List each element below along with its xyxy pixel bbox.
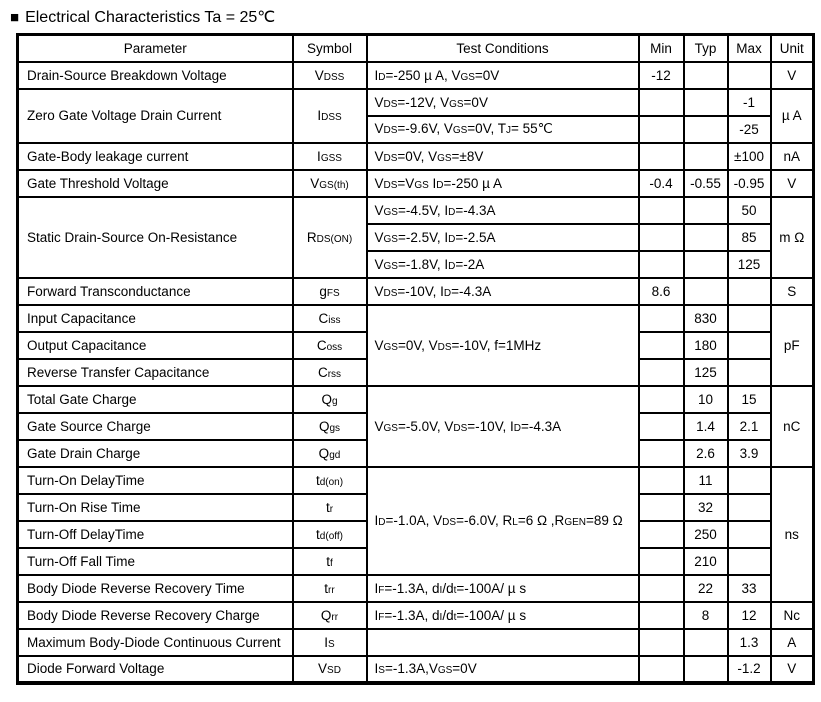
cell-min	[639, 116, 684, 143]
cell-max: 33	[728, 575, 771, 602]
cell-typ: 11	[684, 467, 728, 494]
cell-typ	[684, 143, 728, 170]
cell-max: 125	[728, 251, 771, 278]
cell-typ	[684, 629, 728, 656]
cell-typ: 10	[684, 386, 728, 413]
cell-max: 85	[728, 224, 771, 251]
cell-conditions: ID=-1.0A, VDS=-6.0V, RL=6 Ω ,RGEN=89 Ω	[367, 467, 639, 575]
cell-unit: pF	[771, 305, 814, 386]
cell-min	[639, 224, 684, 251]
cell-parameter: Drain-Source Breakdown Voltage	[18, 62, 293, 89]
cell-parameter: Gate-Body leakage current	[18, 143, 293, 170]
header-conditions: Test Conditions	[367, 35, 639, 62]
cell-parameter: Turn-Off DelayTime	[18, 521, 293, 548]
table-row	[18, 170, 814, 197]
cell-typ: 8	[684, 602, 728, 629]
cell-symbol: td(off)	[293, 521, 367, 548]
cell-symbol: VDSS	[293, 62, 367, 89]
cell-max	[728, 332, 771, 359]
cell-symbol: Qgd	[293, 440, 367, 467]
cell-conditions: VGS=0V, VDS=-10V, f=1MHz	[367, 305, 639, 386]
cell-min	[639, 575, 684, 602]
cell-conditions	[367, 629, 639, 656]
cell-typ: 32	[684, 494, 728, 521]
cell-parameter: Gate Drain Charge	[18, 440, 293, 467]
cell-parameter: Turn-On Rise Time	[18, 494, 293, 521]
table-row	[18, 305, 814, 332]
cell-conditions: VGS=-5.0V, VDS=-10V, ID=-4.3A	[367, 386, 639, 467]
cell-min: 8.6	[639, 278, 684, 305]
cell-symbol: VSD	[293, 656, 367, 683]
cell-parameter: Maximum Body-Diode Continuous Current	[18, 629, 293, 656]
table-row	[18, 62, 814, 89]
cell-max: 50	[728, 197, 771, 224]
cell-conditions: VDS=VGS ID=-250 µ A	[367, 170, 639, 197]
page-title	[10, 7, 821, 27]
cell-conditions: IF=-1.3A, dI/dt=-100A/ µ s	[367, 575, 639, 602]
cell-max	[728, 359, 771, 386]
cell-max	[728, 305, 771, 332]
cell-conditions: VDS=-12V, VGS=0V	[367, 89, 639, 116]
cell-parameter: Zero Gate Voltage Drain Current	[18, 89, 293, 143]
cell-unit: V	[771, 62, 814, 89]
cell-min	[639, 521, 684, 548]
cell-max	[728, 278, 771, 305]
cell-max	[728, 62, 771, 89]
cell-typ	[684, 197, 728, 224]
table-header-row	[18, 35, 814, 62]
cell-unit: A	[771, 629, 814, 656]
cell-unit: V	[771, 170, 814, 197]
cell-typ	[684, 278, 728, 305]
cell-parameter: Gate Source Charge	[18, 413, 293, 440]
table-row	[18, 89, 814, 116]
cell-min	[639, 386, 684, 413]
cell-parameter: Forward Transconductance	[18, 278, 293, 305]
table-row	[18, 467, 814, 494]
cell-conditions: VDS=0V, VGS=±8V	[367, 143, 639, 170]
header-parameter: Parameter	[18, 35, 293, 62]
cell-parameter: Output Capacitance	[18, 332, 293, 359]
cell-conditions: IS=-1.3A,VGS=0V	[367, 656, 639, 683]
cell-parameter: Turn-Off Fall Time	[18, 548, 293, 575]
cell-typ	[684, 116, 728, 143]
cell-symbol: IS	[293, 629, 367, 656]
cell-parameter: Gate Threshold Voltage	[18, 170, 293, 197]
cell-typ: -0.55	[684, 170, 728, 197]
cell-symbol: td(on)	[293, 467, 367, 494]
cell-typ: 180	[684, 332, 728, 359]
cell-typ: 125	[684, 359, 728, 386]
cell-typ: 210	[684, 548, 728, 575]
cell-min	[639, 413, 684, 440]
cell-max: ±100	[728, 143, 771, 170]
header-typ: Typ	[684, 35, 728, 62]
cell-conditions: VDS=-9.6V, VGS=0V, TJ= 55℃	[367, 116, 639, 143]
square-bullet-icon: ■	[10, 9, 20, 26]
cell-unit: V	[771, 656, 814, 683]
cell-parameter: Body Diode Reverse Recovery Charge	[18, 602, 293, 629]
cell-min: -12	[639, 62, 684, 89]
cell-conditions: VGS=-1.8V, ID=-2A	[367, 251, 639, 278]
cell-symbol: VGS(th)	[293, 170, 367, 197]
cell-max: 1.3	[728, 629, 771, 656]
cell-max: -1	[728, 89, 771, 116]
cell-conditions: VGS=-4.5V, ID=-4.3A	[367, 197, 639, 224]
table-row	[18, 278, 814, 305]
cell-parameter: Reverse Transfer Capacitance	[18, 359, 293, 386]
table-row	[18, 602, 814, 629]
cell-min	[639, 251, 684, 278]
cell-symbol: tf	[293, 548, 367, 575]
cell-symbol: Qgs	[293, 413, 367, 440]
cell-min	[639, 305, 684, 332]
cell-unit: nC	[771, 386, 814, 467]
cell-min	[639, 197, 684, 224]
cell-symbol: tr	[293, 494, 367, 521]
cell-parameter: Body Diode Reverse Recovery Time	[18, 575, 293, 602]
cell-min	[639, 89, 684, 116]
cell-unit: ns	[771, 467, 814, 602]
cell-max: 3.9	[728, 440, 771, 467]
cell-min	[639, 656, 684, 683]
table-row	[18, 575, 814, 602]
cell-typ: 1.4	[684, 413, 728, 440]
cell-min	[639, 629, 684, 656]
cell-parameter: Total Gate Charge	[18, 386, 293, 413]
cell-symbol: Qrr	[293, 602, 367, 629]
cell-symbol: IGSS	[293, 143, 367, 170]
cell-min	[639, 332, 684, 359]
cell-parameter: Input Capacitance	[18, 305, 293, 332]
table-row	[18, 386, 814, 413]
header-unit: Unit	[771, 35, 814, 62]
cell-typ: 22	[684, 575, 728, 602]
cell-unit: Nc	[771, 602, 814, 629]
table-row	[18, 143, 814, 170]
cell-min	[639, 440, 684, 467]
cell-symbol: Qg	[293, 386, 367, 413]
cell-max	[728, 548, 771, 575]
cell-parameter: Turn-On DelayTime	[18, 467, 293, 494]
cell-min	[639, 548, 684, 575]
cell-symbol: gFS	[293, 278, 367, 305]
cell-max: -25	[728, 116, 771, 143]
cell-unit: nA	[771, 143, 814, 170]
cell-typ	[684, 89, 728, 116]
table-row	[18, 629, 814, 656]
cell-conditions: VGS=-2.5V, ID=-2.5A	[367, 224, 639, 251]
cell-typ: 2.6	[684, 440, 728, 467]
cell-parameter: Static Drain-Source On-Resistance	[18, 197, 293, 278]
cell-typ: 250	[684, 521, 728, 548]
cell-min	[639, 602, 684, 629]
cell-max	[728, 494, 771, 521]
header-symbol: Symbol	[293, 35, 367, 62]
cell-typ	[684, 251, 728, 278]
cell-conditions: VDS=-10V, ID=-4.3A	[367, 278, 639, 305]
header-min: Min	[639, 35, 684, 62]
cell-typ	[684, 656, 728, 683]
cell-typ	[684, 224, 728, 251]
cell-symbol: RDS(ON)	[293, 197, 367, 278]
cell-unit: S	[771, 278, 814, 305]
header-max: Max	[728, 35, 771, 62]
cell-conditions: ID=-250 µ A, VGS=0V	[367, 62, 639, 89]
cell-typ: 830	[684, 305, 728, 332]
cell-max: 15	[728, 386, 771, 413]
cell-symbol: Coss	[293, 332, 367, 359]
cell-max: -1.2	[728, 656, 771, 683]
cell-min: -0.4	[639, 170, 684, 197]
cell-typ	[684, 62, 728, 89]
table-row	[18, 656, 814, 683]
electrical-characteristics-table	[16, 33, 815, 685]
cell-min	[639, 359, 684, 386]
cell-min	[639, 494, 684, 521]
cell-symbol: IDSS	[293, 89, 367, 143]
cell-max	[728, 521, 771, 548]
cell-unit: m Ω	[771, 197, 814, 278]
cell-min	[639, 467, 684, 494]
table-row	[18, 197, 814, 224]
cell-min	[639, 143, 684, 170]
cell-parameter: Diode Forward Voltage	[18, 656, 293, 683]
page-title-text: Electrical Characteristics Ta = 25℃	[25, 9, 276, 26]
cell-unit: µ A	[771, 89, 814, 143]
cell-max	[728, 467, 771, 494]
cell-symbol: Ciss	[293, 305, 367, 332]
cell-symbol: Crss	[293, 359, 367, 386]
cell-max: 12	[728, 602, 771, 629]
cell-symbol: trr	[293, 575, 367, 602]
cell-max: 2.1	[728, 413, 771, 440]
cell-conditions: IF=-1.3A, dI/dt=-100A/ µ s	[367, 602, 639, 629]
cell-max: -0.95	[728, 170, 771, 197]
